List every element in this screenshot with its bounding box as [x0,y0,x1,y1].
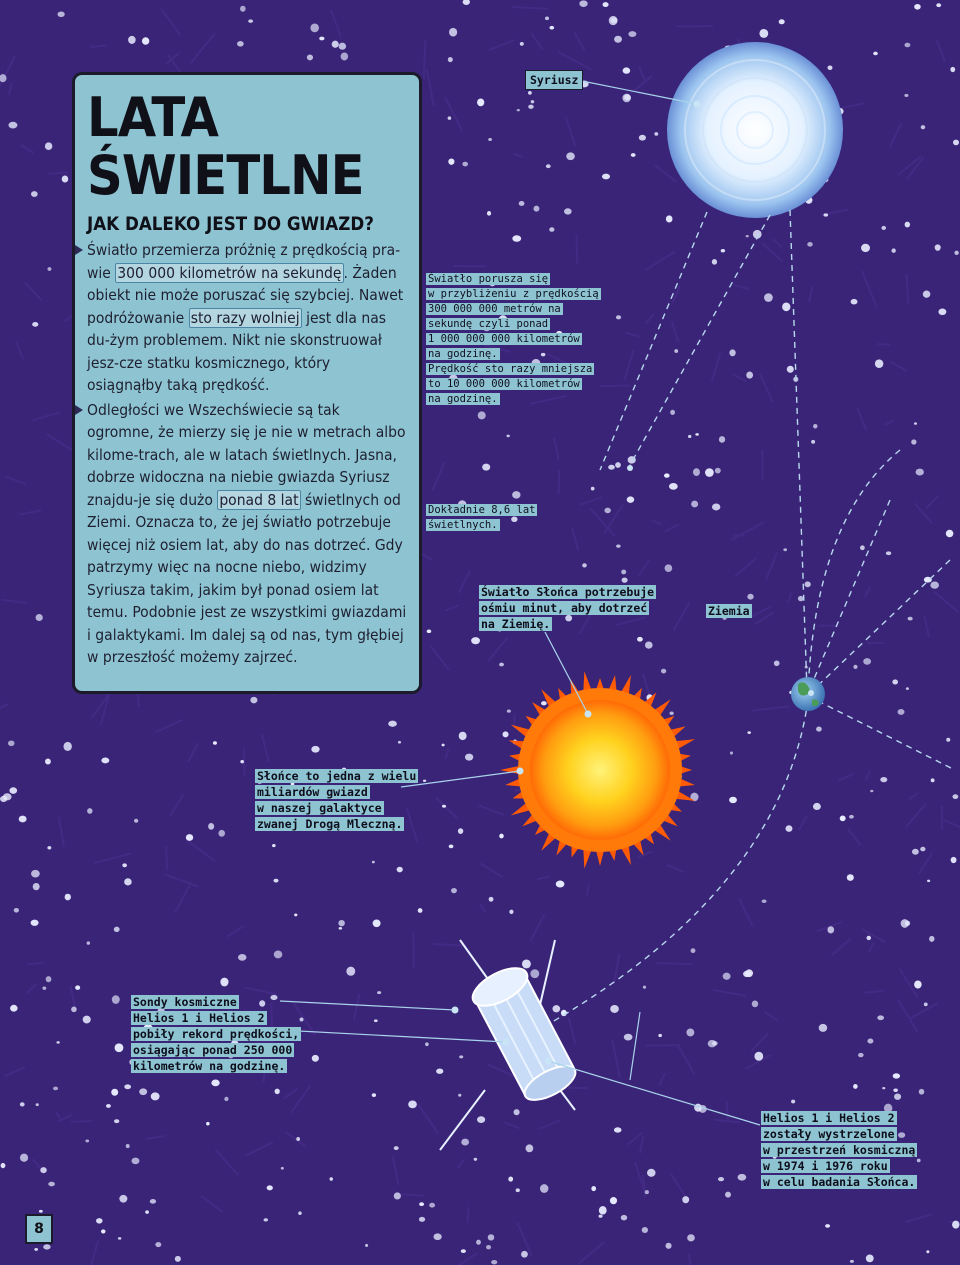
label-distance [426,503,537,533]
light-speed-line: to 10 000 000 kilometrów [428,378,580,390]
title-line-1: LATA [87,86,219,149]
para1-text-2: . Żaden obiekt nie może poruszać się szybciej. Nawet podróżowanie [87,263,404,327]
page-title [87,86,383,207]
para2-text-2: świetlnych od Ziemi. Oznacza to, że jej światło potrzebuje więcej niż osiem lat, aby do nas dotrzeć. Gdy patrzymy więc na nocne niebo, widzimy Syriusza takim, jakim był ponad osiem lat temu. Podobnie jest ze wszystkimi gwiazdami i galaktykami. Im dalej są od nas, tym głębiej w przeszłość możemy zajrzeć. [87,490,407,666]
title-line-2: ŚWIETLNE [87,144,364,207]
sunlight-line: ośmiu minut, aby dotrzeć [481,601,648,615]
sun-line: Słońce to jedna z wielu [257,769,417,783]
helios-line: w celu badania Słońca. [763,1175,916,1189]
label-light-speed [426,272,601,407]
para1-highlight-2: sto razy wolniej [190,308,300,327]
page-subtitle: JAK DALEKO JEST DO GWIAZD? [87,213,374,235]
probes-line: pobiły rekord prędkości, [133,1027,300,1041]
light-speed-line: w przybliżeniu z prędkością [428,288,599,300]
helios-line: w przestrzeń kosmiczną [763,1143,916,1157]
label-probes [131,994,301,1074]
label-sunlight [479,584,656,632]
paragraph-1 [87,239,409,397]
para1-highlight-1: 300 000 kilometrów na sekundę [117,263,342,282]
distance-line: świetlnych. [428,519,498,531]
light-speed-line: na godzinę. [428,348,498,360]
para1-text-1: Światło przemierza próżnię z prędkością pra-wie [87,241,401,282]
light-speed-line: sekundę czyli ponad [428,318,549,330]
label-syriusz: Syriusz [525,70,583,90]
label-sun [255,768,418,832]
sun-line: w naszej galaktyce [257,801,382,815]
light-speed-line: Światło porusza się [428,273,549,285]
para1-text-3: jest dla nas du-żym problemem. Nikt nie skonstruował jesz-cze statku kosmicznego, który osiągnąłby taką prędkość. [87,308,387,394]
label-ziemia [706,603,752,619]
paragraph-2 [87,399,409,669]
probes-line: kilometrów na godzinę. [133,1059,286,1073]
para2-highlight-1: ponad 8 lat [219,490,299,509]
sirius-star [667,42,843,218]
helios-line: zostały wystrzelone [763,1127,895,1141]
sunlight-line: Światło Słońca potrzebuje [481,585,655,599]
earth [791,677,825,711]
sun-line: zwanej Drogą Mleczną. [257,817,403,831]
light-speed-line: 300 000 000 metrów na [428,303,561,315]
helios-line: w 1974 i 1976 roku [763,1159,888,1173]
probes-line: Helios 1 i Helios 2 [133,1011,265,1025]
light-speed-line: 1 000 000 000 kilometrów [428,333,580,345]
distance-line: Dokładnie 8,6 lat [428,504,536,516]
para2-text-1: Odległości we Wszechświecie są tak ogromne, że mierzy się je nie w metrach albo kilome-trach, ale w latach świetlnych. Jasna, dobrze widoczna na niebie gwiazda Syriusz znajdu-je się dużo [87,400,406,509]
light-speed-line: Prędkość sto razy mniejsza [428,363,593,375]
intro-panel [72,72,422,694]
probes-line: osiągając ponad 250 000 [133,1043,293,1057]
helios-line: Helios 1 i Helios 2 [763,1111,895,1125]
page-number: 8 [25,1214,53,1244]
ziemia-text: Ziemia [708,604,750,618]
probes-line: Sondy kosmiczne [133,995,237,1009]
sun-line: miliardów gwiazd [257,785,368,799]
light-speed-line: na godzinę. [428,393,498,405]
sunlight-line: na Ziemię. [481,617,551,631]
label-helios [761,1110,917,1190]
